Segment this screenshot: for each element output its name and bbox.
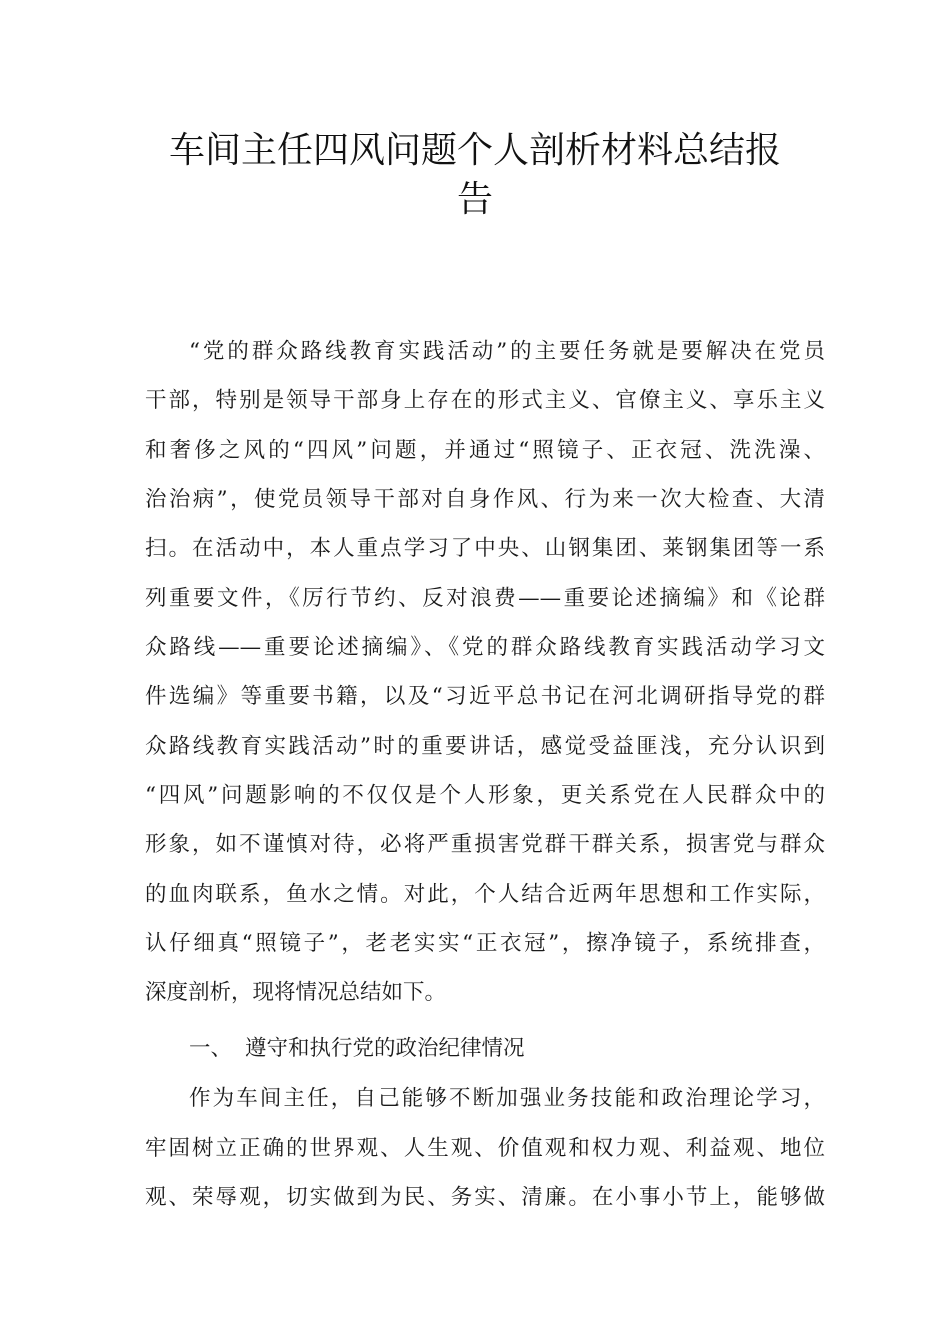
paragraph-line: 牢固树立正确的世界观、人生观、价值观和权力观、利益观、地位 (145, 1136, 825, 1161)
paragraph-line: 众路线教育实践活动”时的重要讲话，感觉受益匪浅，充分认识到 (145, 734, 825, 759)
paragraph-line: 形象，如不谨慎对待，必将严重损害党群干群关系，损害党与群众 (145, 832, 825, 857)
paragraph-line: 众路线——重要论述摘编》、《党的群众路线教育实践活动学习文 (145, 635, 825, 660)
paragraph-line: 作为车间主任，自己能够不断加强业务技能和政治理论学习， (189, 1086, 825, 1111)
paragraph-line: 治治病”，使党员领导干部对自身作风、行为来一次大检查、大清 (145, 487, 825, 512)
paragraph-line: 干部，特别是领导干部身上存在的形式主义、官僚主义、享乐主义 (145, 388, 825, 413)
title-line-1: 车间主任四风问题个人剖析材料总结报 (168, 130, 781, 171)
paragraph-line: 列重要文件，《厉行节约、反对浪费——重要论述摘编》和《论群 (145, 586, 825, 611)
paragraph-line: 和奢侈之风的“四风”问题，并通过“照镜子、正衣冠、洗洗澡、 (145, 438, 825, 463)
paragraph-line: 深度剖析，现将情况总结如下。 (145, 980, 447, 1005)
section-heading-text: 遵守和执行党的政治纪律情况 (245, 1036, 525, 1061)
paragraph-line: 观、荣辱观，切实做到为民、务实、清廉。在小事小节上，能够做 (145, 1185, 825, 1210)
paragraph-line: 扫。在活动中，本人重点学习了中央、山钢集团、莱钢集团等一系 (145, 536, 825, 561)
paragraph-line: 件选编》等重要书籍，以及“习近平总书记在河北调研指导党的群 (145, 684, 825, 709)
paragraph-line: “党的群众路线教育实践活动”的主要任务就是要解决在党员 (189, 339, 825, 364)
document-title (130, 126, 820, 224)
section-number: 一、 (189, 1036, 233, 1061)
paragraph-line: “四风”问题影响的不仅仅是个人形象，更关系党在人民群众中的 (145, 783, 825, 808)
paragraph-line: 的血肉联系，鱼水之情。对此，个人结合近两年思想和工作实际， (145, 882, 825, 907)
title-line-2: 告 (456, 179, 493, 220)
section-heading (189, 1034, 589, 1064)
paragraph-line: 认仔细真“照镜子”，老老实实“正衣冠”，擦净镜子，系统排查， (145, 931, 825, 956)
